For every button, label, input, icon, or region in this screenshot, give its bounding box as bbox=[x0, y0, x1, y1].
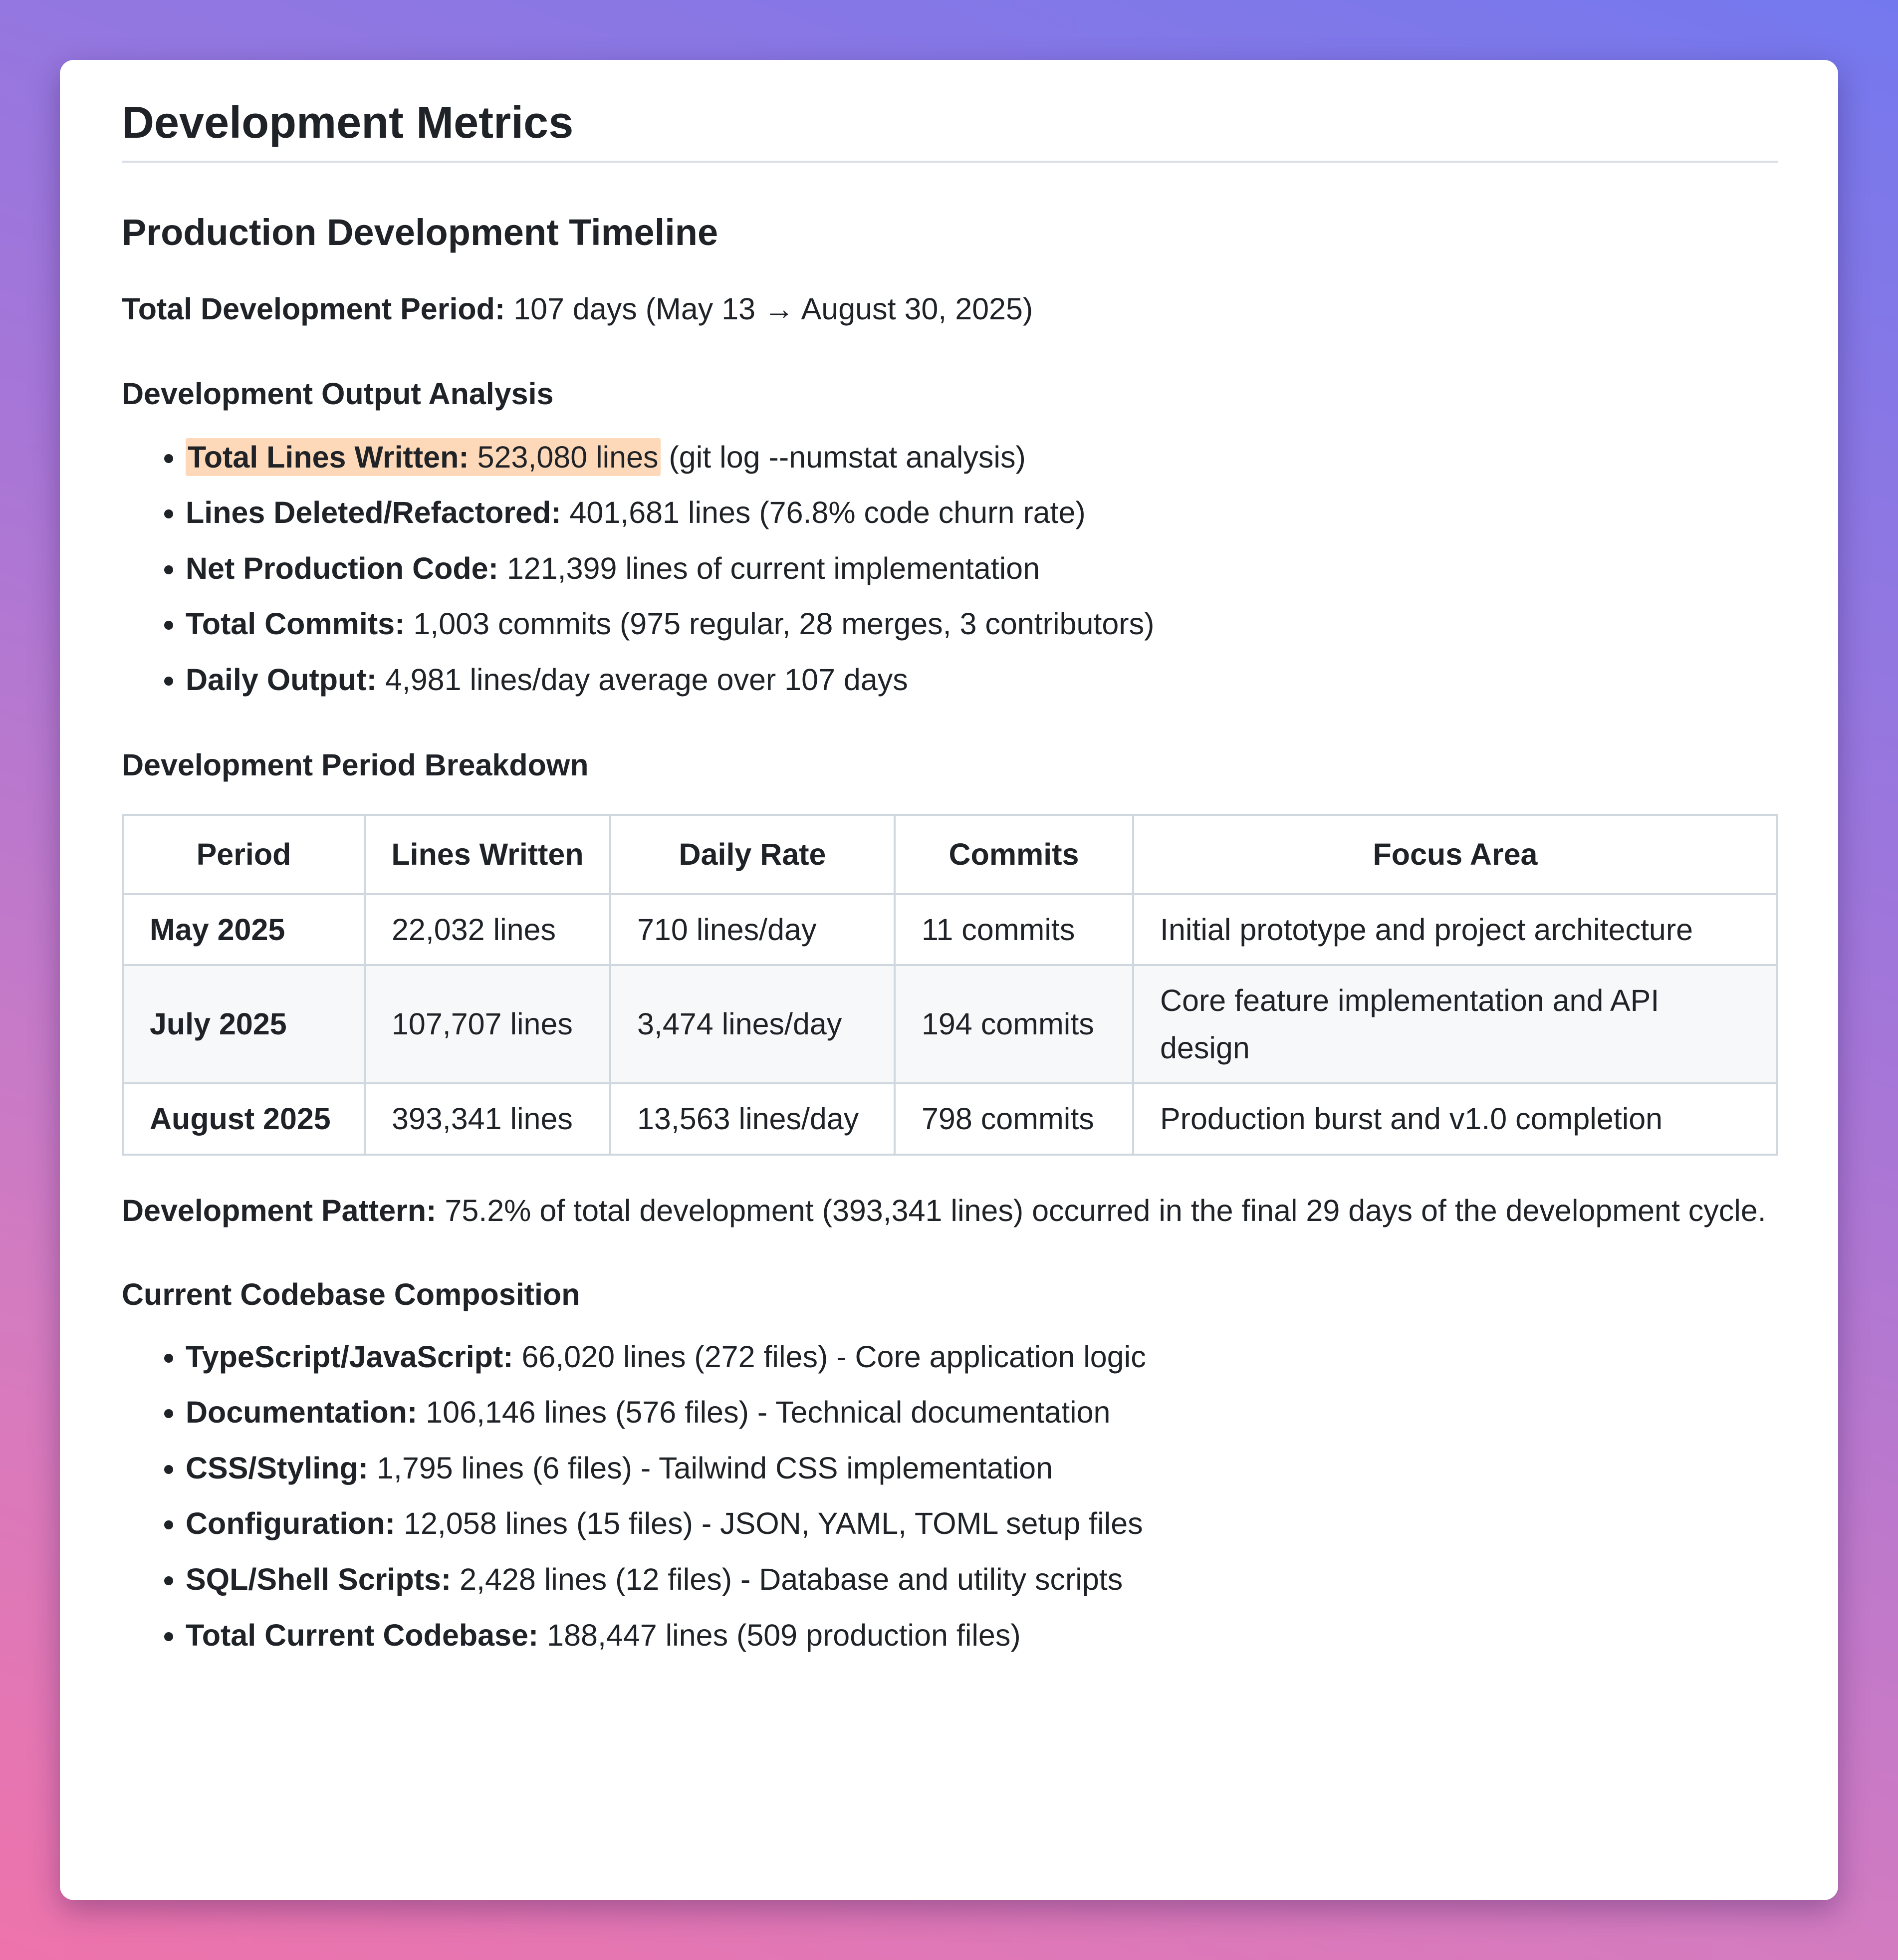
item-value: 66,020 lines (272 files) - Core application logic bbox=[513, 1339, 1146, 1374]
focus-cell: Initial prototype and project architecture bbox=[1133, 894, 1777, 966]
focus-cell: Core feature implementation and API design bbox=[1133, 965, 1777, 1083]
list-item bbox=[186, 1555, 1778, 1604]
lines-cell: 22,032 lines bbox=[365, 894, 610, 966]
output-analysis-list bbox=[122, 433, 1778, 705]
list-item bbox=[186, 1388, 1778, 1437]
codebase-composition-heading: Current Codebase Composition bbox=[122, 1277, 580, 1312]
item-label: Net Production Code: bbox=[186, 551, 498, 585]
item-label: Documentation: bbox=[186, 1395, 418, 1430]
document-card bbox=[60, 60, 1838, 1900]
item-label: CSS/Styling: bbox=[186, 1451, 369, 1485]
highlighted-text bbox=[186, 438, 661, 476]
commits-cell: 11 commits bbox=[895, 894, 1133, 966]
item-value: 1,003 commits (975 regular, 28 merges, 3 contributors) bbox=[405, 607, 1155, 641]
column-header: Daily Rate bbox=[610, 815, 895, 894]
item-value: 523,080 lines bbox=[469, 440, 659, 474]
item-label: TypeScript/JavaScript: bbox=[186, 1339, 513, 1374]
list-item bbox=[186, 600, 1778, 649]
total-period-value: 107 days (May 13 → August 30, 2025) bbox=[505, 291, 1033, 326]
item-value: 401,681 lines (76.8% code churn rate) bbox=[561, 495, 1086, 530]
period-breakdown-heading: Development Period Breakdown bbox=[122, 747, 589, 782]
item-label: Daily Output: bbox=[186, 663, 377, 697]
column-header: Focus Area bbox=[1133, 815, 1777, 894]
list-item bbox=[186, 656, 1778, 705]
item-value: 106,146 lines (576 files) - Technical documentation bbox=[417, 1395, 1111, 1430]
table-row bbox=[123, 894, 1777, 966]
item-label: Configuration: bbox=[186, 1506, 396, 1541]
list-item bbox=[186, 544, 1778, 593]
page-title: Development Metrics bbox=[122, 96, 1778, 163]
item-value: 1,795 lines (6 files) - Tailwind CSS implementation bbox=[368, 1451, 1053, 1485]
timeline-heading: Production Development Timeline bbox=[122, 212, 718, 253]
pattern-value: 75.2% of total development (393,341 lines) occurred in the final 29 days of the development cycle. bbox=[436, 1193, 1766, 1227]
list-item bbox=[186, 433, 1778, 482]
rate-cell: 710 lines/day bbox=[610, 894, 895, 966]
focus-cell: Production burst and v1.0 completion bbox=[1133, 1083, 1777, 1155]
item-value: 2,428 lines (12 files) - Database and utility scripts bbox=[451, 1562, 1123, 1596]
item-label: Total Current Codebase: bbox=[186, 1618, 539, 1652]
pattern-label: Development Pattern: bbox=[122, 1193, 437, 1227]
lines-cell: 107,707 lines bbox=[365, 965, 610, 1083]
period-cell: July 2025 bbox=[123, 965, 365, 1083]
list-item bbox=[186, 1499, 1778, 1548]
table-row bbox=[123, 965, 1777, 1083]
column-header: Commits bbox=[895, 815, 1133, 894]
development-pattern-paragraph bbox=[122, 1187, 1778, 1235]
commits-cell: 798 commits bbox=[895, 1083, 1133, 1155]
period-breakdown-table bbox=[122, 814, 1778, 1156]
item-note: (git log --numstat analysis) bbox=[660, 440, 1026, 474]
item-label: SQL/Shell Scripts: bbox=[186, 1562, 452, 1596]
rate-cell: 13,563 lines/day bbox=[610, 1083, 895, 1155]
column-header: Lines Written bbox=[365, 815, 610, 894]
commits-cell: 194 commits bbox=[895, 965, 1133, 1083]
list-item bbox=[186, 1611, 1778, 1660]
item-label: Total Lines Written: bbox=[188, 440, 469, 474]
item-label: Total Commits: bbox=[186, 607, 405, 641]
list-item bbox=[186, 1444, 1778, 1493]
column-header: Period bbox=[123, 815, 365, 894]
item-value: 188,447 lines (509 production files) bbox=[538, 1618, 1021, 1652]
codebase-composition-list bbox=[122, 1333, 1778, 1660]
table-header-row bbox=[123, 815, 1777, 894]
rate-cell: 3,474 lines/day bbox=[610, 965, 895, 1083]
period-cell: May 2025 bbox=[123, 894, 365, 966]
table-row bbox=[123, 1083, 1777, 1155]
item-value: 121,399 lines of current implementation bbox=[498, 551, 1040, 585]
item-label: Lines Deleted/Refactored: bbox=[186, 495, 561, 530]
period-cell: August 2025 bbox=[123, 1083, 365, 1155]
total-period-label: Total Development Period: bbox=[122, 291, 505, 326]
output-analysis-heading: Development Output Analysis bbox=[122, 377, 554, 411]
item-value: 4,981 lines/day average over 107 days bbox=[376, 663, 908, 697]
item-value: 12,058 lines (15 files) - JSON, YAML, TOML setup files bbox=[395, 1506, 1143, 1541]
list-item bbox=[186, 1333, 1778, 1382]
list-item bbox=[186, 489, 1778, 537]
total-period-paragraph bbox=[122, 285, 1778, 334]
lines-cell: 393,341 lines bbox=[365, 1083, 610, 1155]
